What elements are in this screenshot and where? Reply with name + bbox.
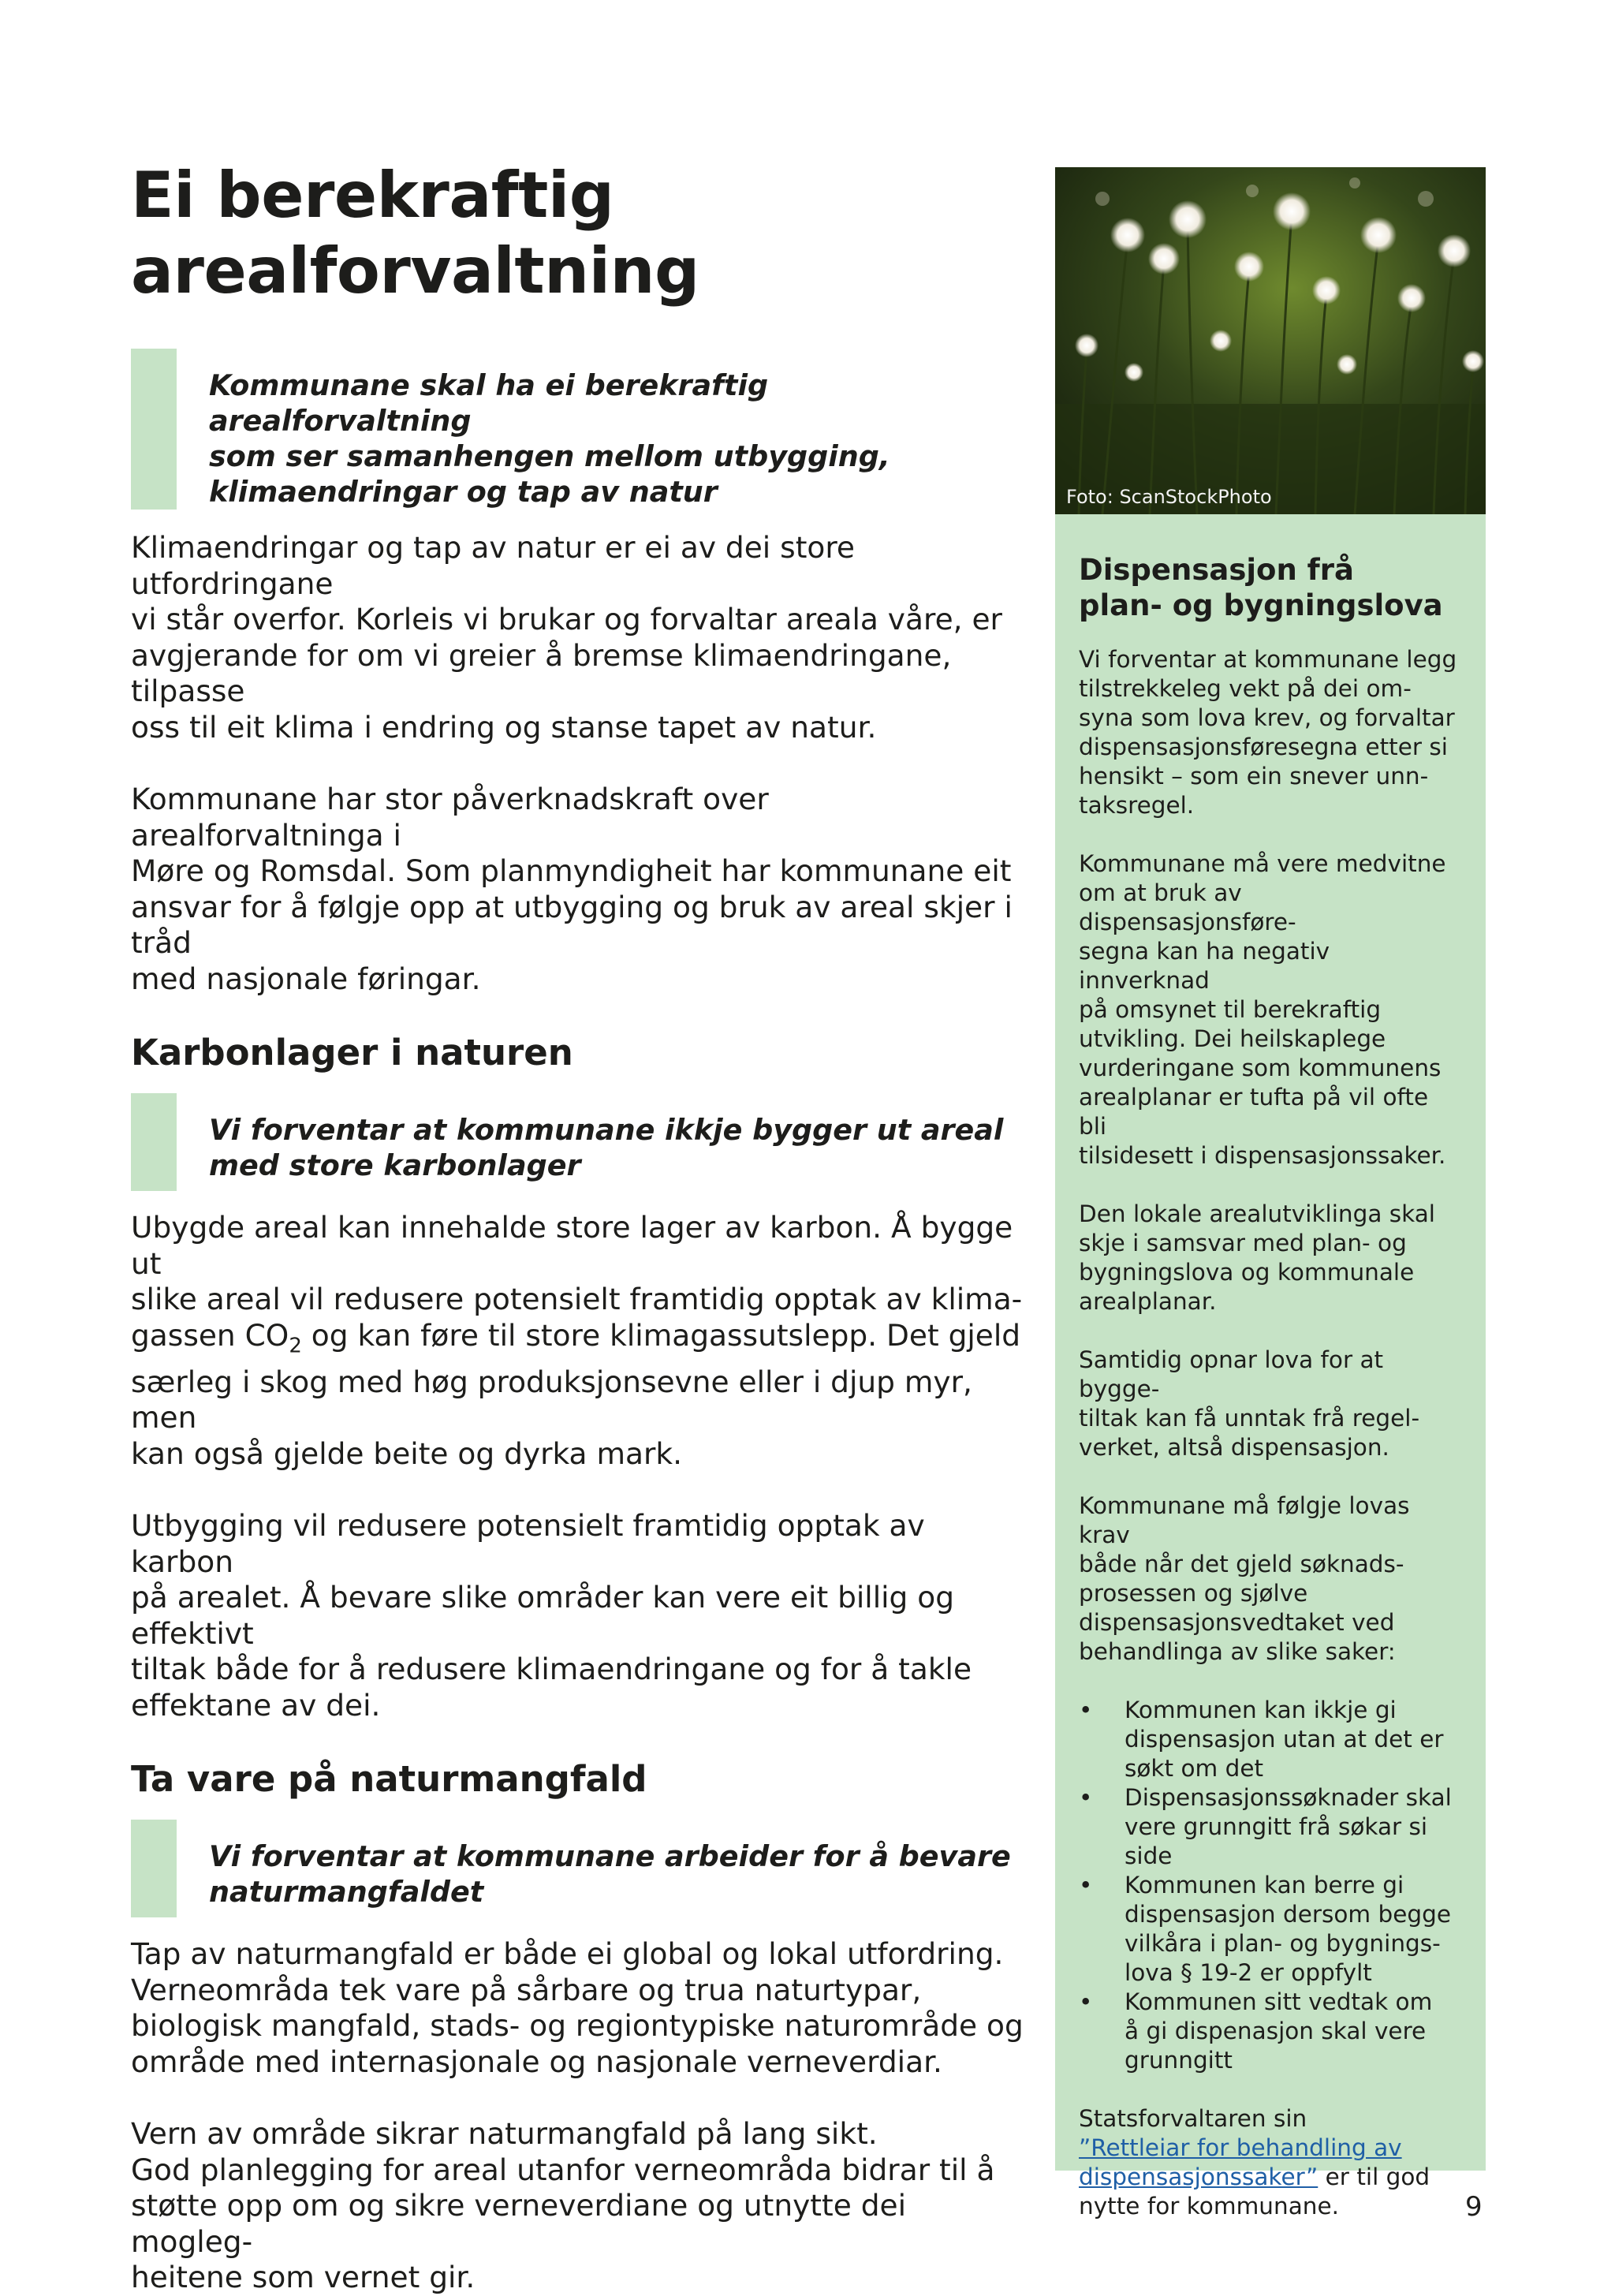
info-sidebar <box>1055 167 1486 2219</box>
body-paragraph: Vern av område sikrar naturmangfald på lang sikt. God planlegging for areal utanfor verneområda bidrar til å støtte opp om og sikre verneverdiane og utnytte dei mogleg- heitene som vernet gir. <box>131 2116 995 2294</box>
list-item: • Kommunen kan ikkje gi dispensasjon utan at det er søkt om det <box>1079 1697 1444 1782</box>
quote-line: Vi forventar at kommunane ikkje bygger ut areal <box>209 1113 1004 1147</box>
sidebar-paragraph: Vi forventar at kommunane legg tilstrekkeleg vekt på dei om- syna som lova krev, og forvaltar dispensasjonsføresegna etter si hensikt – som ein snever unn- taksregel. <box>1079 646 1457 819</box>
list-item: • Kommunen kan berre gi dispensasjon dersom begge vilkåra i plan- og bygnings- lova § 19-2 er oppfylt <box>1079 1872 1452 1986</box>
cotton-grass-illustration <box>1055 167 1486 514</box>
body-paragraph: Tap av naturmangfald er både ei global og lokal utfordring. Verneområda tek vare på sårbare og trua naturtypar, biologisk mangfald, stads- og regiontypiske naturområde og område med internasjonale og nasjonale verneverdiar. <box>131 1936 1024 2079</box>
list-item: • Dispensasjonssøknader skal vere grunngitt frå søkar si side <box>1079 1784 1452 1869</box>
page-number: 9 <box>1465 2191 1483 2223</box>
quote-line: naturmangfaldet <box>209 1875 484 1909</box>
expectation-quote <box>131 349 1030 510</box>
body-paragraph: Klimaendringar og tap av natur er ei av dei store utfordringane vi står overfor. Korleis vi brukar og forvaltar areala våre, er avgjerande for om vi greier å bremse klimaendringane, tilpasse oss til eit klima i endring og stanse tapet av natur. <box>131 530 1002 745</box>
guide-link[interactable]: ”Rettleiar for behandling av dispensasjonssaker” <box>1079 2134 1402 2190</box>
title-line: arealforvaltning <box>131 234 699 308</box>
quote-line: med store karbonlager <box>209 1148 581 1182</box>
expectation-quote <box>131 1820 1030 1917</box>
bullet-icon: • <box>1079 1784 1093 1811</box>
photo-credit: Foto: ScanStockPhoto <box>1066 486 1272 508</box>
title-line: Ei berekraftig <box>131 159 614 232</box>
main-column <box>131 158 1030 2296</box>
bullet-icon: • <box>1079 1988 1093 2015</box>
body-paragraph: Kommunane har stor påverknadskraft over arealforvaltninga i Møre og Romsdal. Som planmyndigheit har kommunane eit ansvar for å følgje opp at utbygging og bruk av areal skjer i tråd med nasjonale føringar. <box>131 782 1013 996</box>
bullet-icon: • <box>1079 1697 1093 1723</box>
quote-accent-bar <box>131 1820 177 1917</box>
sidebar-content <box>1055 514 1486 2221</box>
requirements-list <box>1079 1696 1462 2075</box>
list-item: • Kommunen sitt vedtak om å gi dispenasjon skal vere grunngitt <box>1079 1988 1433 2074</box>
quote-line: klimaendringar og tap av natur <box>209 475 718 509</box>
sidebar-title: Dispensasjon frå plan- og bygningslova <box>1079 553 1443 622</box>
sidebar-paragraph: Den lokale arealutviklinga skal skje i samsvar med plan- og bygningslova og kommunale arealplanar. <box>1079 1200 1436 1315</box>
quote-line: Kommunane skal ha ei berekraftig arealforvaltning <box>209 368 769 438</box>
section-heading: Ta vare på naturmangfald <box>131 1758 647 1800</box>
sidebar-paragraph: Samtidig opnar lova for at bygge- tiltak kan få unntak frå regel- verket, altså dispensasjon. <box>1079 1346 1420 1461</box>
sidebar-paragraph: Kommunane må vere medvitne om at bruk av dispensasjonsføre- segna kan ha negativ innverknad på omsynet til berekraftig utvikling. Dei heilskaplege vurderingane som kommunens arealplanar er tufta på vil ofte bli tilsidesett i dispensasjonssaker. <box>1079 850 1446 1169</box>
body-paragraph: Utbygging vil redusere potensielt framtidig opptak av karbon på arealet. Å bevare slike områder kan vere eit billig og effektivt tiltak både for å redusere klimaendringane og for å takle effektane av dei. <box>131 1508 972 1723</box>
expectation-quote <box>131 1093 1030 1191</box>
quote-accent-bar <box>131 1093 177 1191</box>
sidebar-paragraph: Kommunane må følgje lovas krav både når det gjeld søknads- prosessen og sjølve dispensasjonsvedtaket ved behandlinga av slike saker: <box>1079 1492 1410 1665</box>
sidebar-closing: Statsforvaltaren sin ”Rettleiar for behandling av dispensasjonssaker” er til god nytte for kommunane. <box>1079 2105 1430 2219</box>
page-title <box>131 158 1030 309</box>
bullet-icon: • <box>1079 1872 1093 1898</box>
quote-line: Vi forventar at kommunane arbeider for å bevare <box>209 1839 1011 1873</box>
quote-line: som ser samanhengen mellom utbygging, <box>209 439 890 473</box>
body-paragraph: Ubygde areal kan innehalde store lager av karbon. Å bygge ut slike areal vil redusere potensielt framtidig opptak av klima- gassen $CO_2$ og kan føre til store klimagassutslepp. Det gjeld særleg i skog med høg produksjonsevne eller i djup myr, men kan også gjelde beite og dyrka mark. <box>131 1210 1023 1471</box>
cotton-grass-photo <box>1055 167 1486 514</box>
section-heading: Karbonlager i naturen <box>131 1032 573 1073</box>
quote-accent-bar <box>131 349 177 510</box>
